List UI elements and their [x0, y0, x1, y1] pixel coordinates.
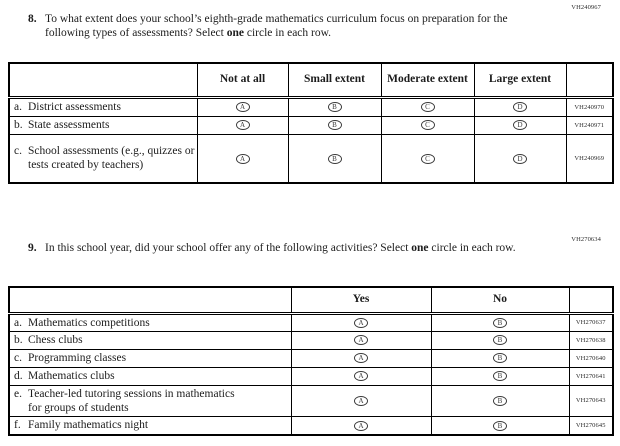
- q9-row-d-option-cell: [431, 367, 569, 385]
- q9-row-f-label-cell: [9, 416, 291, 435]
- q9-row-c-option-cell: [291, 349, 431, 367]
- q9-header-yes: Yes: [291, 287, 431, 313]
- row-code: VH270643: [569, 385, 613, 416]
- question-8-text-part1: To what extent does your school’s eighth-grade mathematics curriculum focus on preparation for the following types of assessments? Select: [45, 13, 508, 39]
- q8-row-a-option-cell: [474, 97, 566, 116]
- answer-oval[interactable]: D: [513, 154, 527, 164]
- answer-oval[interactable]: C: [421, 120, 435, 130]
- question-8-text: [45, 12, 537, 40]
- answer-oval[interactable]: A: [354, 335, 368, 345]
- question-8-text-part2: circle in each row.: [243, 27, 332, 39]
- answer-oval[interactable]: A: [236, 102, 250, 112]
- row-label-text: Chess clubs: [28, 334, 83, 346]
- table-row: [9, 116, 613, 134]
- answer-oval[interactable]: B: [328, 154, 342, 164]
- question-9-code: VH270634: [571, 236, 601, 243]
- row-label-text: Mathematics competitions: [28, 316, 150, 329]
- q9-table: [8, 286, 614, 436]
- row-code: VH270637: [569, 313, 613, 331]
- answer-oval[interactable]: B: [493, 371, 507, 381]
- q8-header-moderate-extent: Moderate extent: [381, 63, 474, 97]
- q8-row-b-option-cell: [197, 116, 288, 134]
- q8-row-b-option-cell: [288, 116, 381, 134]
- answer-oval[interactable]: A: [236, 120, 250, 130]
- q8-row-b-option-cell: [474, 116, 566, 134]
- row-letter: b.: [14, 119, 23, 131]
- q9-header-row: [9, 287, 613, 313]
- answer-oval[interactable]: B: [328, 102, 342, 112]
- row-letter: d.: [14, 370, 23, 382]
- q9-header-code-empty: [569, 287, 613, 313]
- row-letter: a.: [14, 101, 22, 113]
- table-row: [9, 134, 613, 183]
- q9-row-e-option-cell: [431, 385, 569, 416]
- row-letter: e.: [14, 387, 22, 400]
- q8-row-a-option-cell: [197, 97, 288, 116]
- q9-row-f-option-cell: [291, 416, 431, 435]
- row-letter: a.: [14, 316, 22, 329]
- question-9-text: [45, 241, 537, 255]
- answer-oval[interactable]: B: [493, 396, 507, 406]
- row-letter: c.: [14, 352, 22, 364]
- table-row: [9, 313, 613, 331]
- table-row: [9, 385, 613, 416]
- table-row: [9, 349, 613, 367]
- row-label-text: District assessments: [28, 101, 121, 113]
- q9-row-e-option-cell: [291, 385, 431, 416]
- q9-row-a-label-cell: [9, 313, 291, 331]
- q9-row-d-label-cell: [9, 367, 291, 385]
- q9-row-d-option-cell: [291, 367, 431, 385]
- table-row: [9, 331, 613, 349]
- q8-header-empty: [9, 63, 197, 97]
- question-8-code: VH240967: [571, 4, 601, 11]
- q8-header-code-empty: [566, 63, 613, 97]
- q8-row-c-option-cell: [381, 134, 474, 183]
- q8-header-row: [9, 63, 613, 97]
- q8-row-b-label-cell: [9, 116, 197, 134]
- q8-header-not-at-all: Not at all: [197, 63, 288, 97]
- question-8: [28, 12, 537, 40]
- row-label-text: Programming classes: [28, 352, 127, 364]
- row-letter: b.: [14, 334, 23, 346]
- answer-oval[interactable]: B: [328, 120, 342, 130]
- row-code: VH270641: [569, 367, 613, 385]
- answer-oval[interactable]: A: [354, 396, 368, 406]
- q9-row-b-label-cell: [9, 331, 291, 349]
- answer-oval[interactable]: A: [354, 318, 368, 328]
- question-9: [28, 241, 537, 255]
- question-9-number: 9.: [28, 242, 37, 254]
- row-code: VH270645: [569, 416, 613, 435]
- row-code: VH240971: [566, 116, 613, 134]
- answer-oval[interactable]: B: [493, 335, 507, 345]
- row-label-text: School assessments (e.g., quizzes or tests created by teachers): [28, 145, 195, 172]
- row-code: VH240969: [566, 134, 613, 183]
- q8-table: [8, 62, 614, 184]
- answer-oval[interactable]: B: [493, 353, 507, 363]
- row-code: VH240970: [566, 97, 613, 116]
- answer-oval[interactable]: D: [513, 102, 527, 112]
- question-8-text-bold: one: [226, 27, 244, 39]
- answer-oval[interactable]: C: [421, 102, 435, 112]
- question-9-text-part2: circle in each row.: [428, 242, 516, 254]
- table-row: [9, 97, 613, 116]
- q9-header-no: No: [431, 287, 569, 313]
- q8-header-small-extent: Small extent: [288, 63, 381, 97]
- answer-oval[interactable]: B: [493, 421, 507, 431]
- row-letter: f.: [14, 419, 21, 432]
- q9-row-a-option-cell: [431, 313, 569, 331]
- row-label-text: State assessments: [28, 119, 110, 131]
- question-9-text-bold: one: [411, 242, 429, 254]
- q9-row-c-label-cell: [9, 349, 291, 367]
- q9-row-a-option-cell: [291, 313, 431, 331]
- q8-row-a-label-cell: [9, 97, 197, 116]
- answer-oval[interactable]: B: [493, 318, 507, 328]
- answer-oval[interactable]: C: [421, 154, 435, 164]
- q8-row-c-label-cell: [9, 134, 197, 183]
- question-9-text-part1: In this school year, did your school offer any of the following activities? Select: [45, 242, 412, 254]
- row-code: VH270638: [569, 331, 613, 349]
- q9-row-e-label-cell: [9, 385, 291, 416]
- answer-oval[interactable]: A: [354, 421, 368, 431]
- table-row: [9, 416, 613, 435]
- answer-oval[interactable]: A: [354, 371, 368, 381]
- row-label-text: Teacher-led tutoring sessions in mathematics for groups of students: [28, 387, 235, 414]
- table-row: [9, 367, 613, 385]
- q9-row-b-option-cell: [291, 331, 431, 349]
- q9-header-empty: [9, 287, 291, 313]
- answer-oval[interactable]: A: [236, 154, 250, 164]
- q8-row-c-option-cell: [197, 134, 288, 183]
- row-label-text: Mathematics clubs: [28, 370, 115, 382]
- q8-row-b-option-cell: [381, 116, 474, 134]
- q9-row-f-option-cell: [431, 416, 569, 435]
- answer-oval[interactable]: D: [513, 120, 527, 130]
- q8-row-c-option-cell: [288, 134, 381, 183]
- answer-oval[interactable]: A: [354, 353, 368, 363]
- q9-row-c-option-cell: [431, 349, 569, 367]
- row-label-text: Family mathematics night: [28, 419, 149, 432]
- q8-row-a-option-cell: [381, 97, 474, 116]
- q9-row-b-option-cell: [431, 331, 569, 349]
- row-code: VH270640: [569, 349, 613, 367]
- q8-row-a-option-cell: [288, 97, 381, 116]
- question-8-number: 8.: [28, 13, 37, 25]
- q8-row-c-option-cell: [474, 134, 566, 183]
- q8-header-large-extent: Large extent: [474, 63, 566, 97]
- row-letter: c.: [14, 145, 22, 158]
